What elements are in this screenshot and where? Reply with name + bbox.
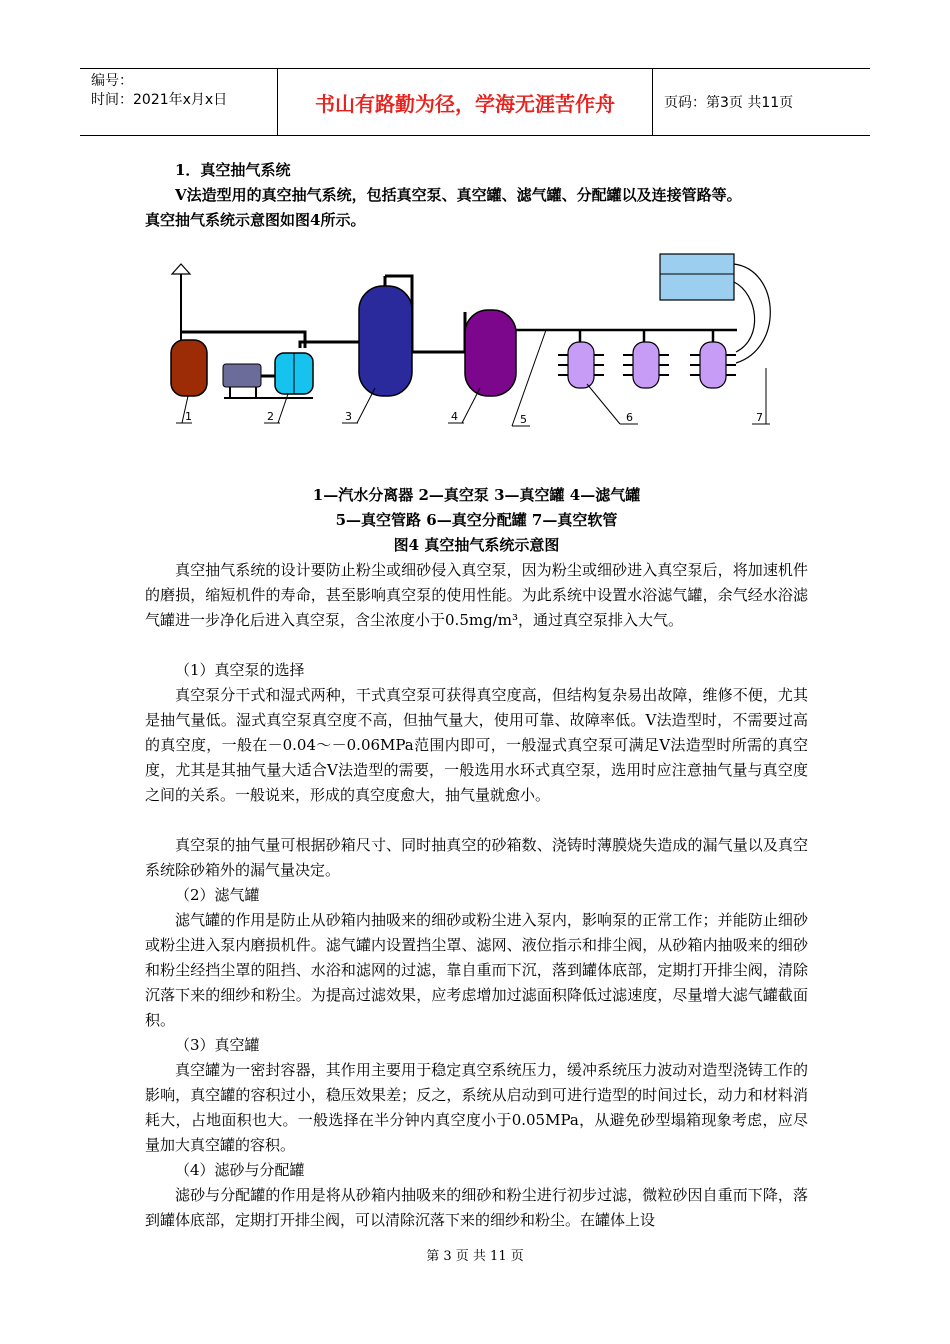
separator-tank (171, 340, 207, 396)
header-page-info: 页码：第3页 共11页 (664, 95, 794, 111)
heading-vacuum-tank: （3）真空罐 (175, 1036, 260, 1054)
vacuum-system-diagram (160, 248, 790, 428)
paragraph-4: 滤气罐的作用是防止从砂箱内抽吸来的细砂或粉尘进入泵内，影响泵的正常工作；并能防止细砂或粉尘进入泵内磨损机件。滤气罐内设置挡尘罩、滤网、液位指示和排尘阀，从砂箱内抽吸来的细砂和粉尘经挡尘罩的阻挡、水浴和滤网的过滤，靠自重而下沉，落到罐体底部，定期打开排尘阀，清除沉落下来的细纱和粉尘。为提高过滤效果，应考虑增加过滤面积降低过滤速度，尽量增大滤气罐截面积。 (145, 911, 808, 1029)
paragraph-2: 真空泵分干式和湿式两种，干式真空泵可获得真空度高，但结构复杂易出故障，维修不便，尤其是抽气量低。湿式真空泵真空度不高，但抽气量大，使用可靠、故障率低。V法造型时，不需要过高的真空度，一般在－0.04～－0.06MPa范围内即可，一般湿式真空泵可满足V法造型时所需的真空度，尤其是其抽气量大适合V法造型的需要，一般选用水环式真空泵，选用时应注意抽气量与真空度之间的关系。一般说来，形成的真空度愈大，抽气量就愈小。 (145, 686, 808, 804)
distributor-tank-3 (690, 342, 736, 388)
paragraph-5: 真空罐为一密封容器，其作用主要用于稳定真空系统压力，缓冲系统压力波动对造型浇铸工作的影响，真空罐的容积过小，稳压效果差；反之，系统从启动到可进行造型的时间过长，动力和材料消耗大，占地面积也大。一般选择在半分钟内真空度小于0.05MPa，从避免砂型塌箱现象考虑，应尽量加大真空罐的容积。 (145, 1061, 808, 1154)
diagram-label-4: 4 (451, 410, 458, 423)
page-footer: 第 3 页 共 11 页 (426, 1249, 524, 1264)
intro-line-2: 真空抽气系统示意图如图4所示。 (145, 211, 366, 229)
header-time: 时间：2021年x月x日 (91, 92, 228, 108)
distributor-tank-2 (623, 342, 669, 388)
diagram-label-5: 5 (520, 413, 527, 426)
diagram-label-2: 2 (267, 410, 274, 423)
distributor-tank-1 (558, 342, 604, 388)
diagram-label-6: 6 (626, 411, 633, 424)
header-meta (80, 69, 278, 135)
vacuum-tank (359, 286, 412, 396)
filter-tank (465, 310, 516, 396)
legend-line-2: 5—真空管路 6—真空分配罐 7—真空软管 (335, 511, 618, 529)
header-motto: 书山有路勤为径，学海无涯苦作舟 (278, 69, 653, 135)
sand-box (660, 254, 734, 300)
heading-distributor: （4）滤砂与分配罐 (175, 1161, 305, 1179)
page-header (80, 68, 870, 136)
heading-filter: （2）滤气罐 (175, 886, 260, 904)
paragraph-3: 真空泵的抽气量可根据砂箱尺寸、同时抽真空的砂箱数、浇铸时薄膜烧失造成的漏气量以及真空系统除砂箱外的漏气量决定。 (145, 836, 808, 879)
pump-motor (223, 364, 261, 387)
header-number: 编号： (91, 73, 133, 89)
heading-pump: （1）真空泵的选择 (175, 661, 305, 679)
figure-caption: 图4 真空抽气系统示意图 (393, 536, 560, 554)
intro-line-1: V法造型用的真空抽气系统，包括真空泵、真空罐、滤气罐、分配罐以及连接管路等。 (175, 186, 742, 204)
legend-line-1: 1—汽水分离器 2—真空泵 3—真空罐 4—滤气罐 (312, 486, 641, 504)
diagram-label-3: 3 (345, 410, 352, 423)
exhaust-arrow-icon (172, 264, 190, 274)
diagram-label-1: 1 (185, 410, 192, 423)
paragraph-1: 真空抽气系统的设计要防止粉尘或细砂侵入真空泵，因为粉尘或细砂进入真空泵后，将加速机件的磨损，缩短机件的寿命，甚至影响真空泵的使用性能。为此系统中设置水浴滤气罐，余气经水浴滤气罐进一步净化后进入真空泵，含尘浓度小于0.5mg/m³，通过真空泵排入大气。 (145, 561, 808, 629)
diagram-label-7: 7 (756, 411, 763, 424)
paragraph-6: 滤砂与分配罐的作用是将从砂箱内抽吸来的细砂和粉尘进行初步过滤，微粒砂因自重而下降，落到罐体底部，定期打开排尘阀，可以清除沉落下来的细纱和粉尘。在罐体上设 (145, 1186, 808, 1229)
section-title: 1．真空抽气系统 (175, 161, 291, 179)
